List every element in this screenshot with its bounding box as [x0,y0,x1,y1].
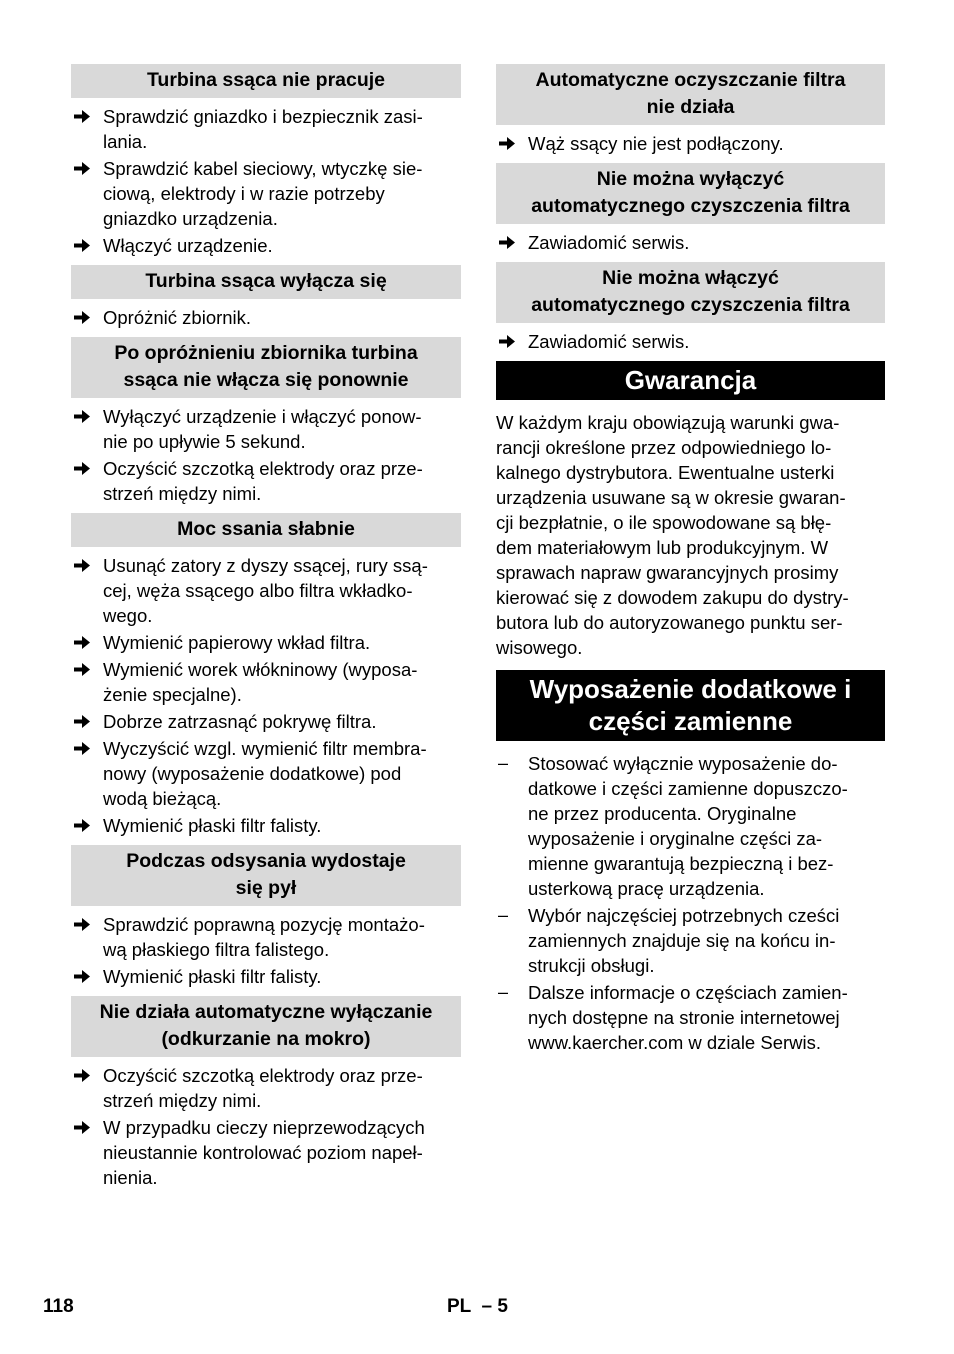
accessories-list [496,751,885,1055]
arrow-right-icon [73,630,93,655]
list-item-text: Wymienić płaski filtr falisty. [103,815,322,836]
list-item-text: Oczyścić szczotką elektrody oraz prze- strzeń między nimi. [103,458,423,504]
list-item [71,813,461,838]
right-column [496,64,885,1062]
list-item [71,104,461,154]
arrow-right-icon [73,156,93,181]
list-item-text: Sprawdzić poprawną pozycję montażo- wą płaskiego filtra falistego. [103,914,425,960]
list-item-text: Zawiadomić serwis. [528,232,690,253]
instruction-list [71,305,461,330]
instruction-list [71,912,461,989]
list-item [71,233,461,258]
list-item-text: Wybór najczęściej potrzebnych cześci zamiennych znajduje się na końcu in- strukcji obsługi. [528,905,840,976]
list-item-text: Wymienić papierowy wkład filtra. [103,632,371,653]
list-item [496,329,885,354]
list-item-text: Stosować wyłącznie wyposażenie do- datkowe i części zamienne dopuszczo- ne przez producenta. Oryginalne wyposażenie i oryginalne części za- mienne gwarantują bezpieczną i bez- usterkową pracę urządzenia. [528,753,848,899]
section-heading: Nie można wyłączyć automatycznego czyszczenia filtra [496,163,885,224]
list-item [496,131,885,156]
arrow-right-icon [73,305,93,330]
list-item [71,156,461,231]
arrow-right-icon [73,709,93,734]
list-item-text: Wyłączyć urządzenie i włączyć ponow- nie po upływie 5 sekund. [103,406,422,452]
dash-bullet: – [498,982,509,1002]
list-item-text: W przypadku cieczy nieprzewodzących nieustannie kontrolować poziom napeł- nienia. [103,1117,425,1188]
list-item [71,630,461,655]
warranty-text: W każdym kraju obowiązują warunki gwa- rancji określone przez odpowiedniego lo- kalnego dystrybutora. Ewentualne usterki urządzenia usuwane są w okresie gwaran- cji bezpłatnie, o ile spowodowane są błę- dem materiałowym lub produkcyjnym. W sprawach napraw gwarancyjnych prosimy kierować się z dowodem zakupu do dystry- butora lub do autoryzowanego punktu ser- wisowego. [496,412,849,658]
list-item-text: Dobrze zatrzasnąć pokrywę filtra. [103,711,377,732]
list-item-text: Opróżnić zbiornik. [103,307,252,328]
arrow-right-icon [73,456,93,481]
section-heading: Po opróżnieniu zbiornika turbina ssąca nie włącza się ponownie [71,337,461,398]
list-item-text: Dalsze informacje o częściach zamien- nych dostępne na stronie internetowej www.kaercher.com w dziale Serwis. [528,982,848,1053]
list-item-text: Wymienić worek włókninowy (wyposa- żenie specjalne). [103,659,418,705]
list-item [496,751,885,901]
list-item-text: Usunąć zatory z dyszy ssącej, rury ssą- cej, węża ssącego albo filtra wkładko- wego. [103,555,428,626]
list-item-text: Wyczyścić wzgl. wymienić filtr membra- nowy (wyposażenie dodatkowe) pod wodą bieżącą. [103,738,427,809]
page-number: 118 [43,1296,74,1317]
list-item [71,1115,461,1190]
arrow-right-icon [73,964,93,989]
list-item [71,964,461,989]
instruction-list [496,230,885,255]
list-item [71,709,461,734]
arrow-right-icon [73,233,93,258]
arrow-right-icon [73,736,93,761]
list-item-text: Sprawdzić kabel sieciowy, wtyczkę sie- ciową, elektrody i w razie potrzeby gniazdko urządzenia. [103,158,423,229]
dash-bullet: – [498,905,509,925]
section-heading: Turbina ssąca wyłącza się [71,265,461,299]
left-column [71,64,461,1197]
arrow-right-icon [498,131,518,156]
list-item [71,553,461,628]
section-heading: Nie działa automatyczne wyłączanie (odkurzanie na mokro) [71,996,461,1057]
list-item [71,404,461,454]
list-item [496,980,885,1055]
arrow-right-icon [73,912,93,937]
list-item-text: Włączyć urządzenie. [103,235,273,256]
list-item-text: Wąż ssący nie jest podłączony. [528,133,784,154]
list-item-text: Oczyścić szczotką elektrody oraz prze- strzeń między nimi. [103,1065,423,1111]
list-item [71,456,461,506]
arrow-right-icon [73,104,93,129]
warranty-heading: Gwarancja [496,361,885,400]
accessories-heading: Wyposażenie dodatkowe i części zamienne [496,670,885,741]
instruction-list [71,553,461,838]
instruction-list [71,104,461,258]
section-heading: Moc ssania słabnie [71,513,461,547]
list-item [71,657,461,707]
list-item-text: Wymienić płaski filtr falisty. [103,966,322,987]
dash-bullet: – [498,753,509,773]
list-item [496,230,885,255]
section-heading: Nie można włączyć automatycznego czyszczenia filtra [496,262,885,323]
list-item [71,736,461,811]
list-item [71,1063,461,1113]
arrow-right-icon [73,553,93,578]
arrow-right-icon [73,657,93,682]
section-heading: Automatyczne oczyszczanie filtra nie działa [496,64,885,125]
section-marker: PL – 5 [447,1296,508,1317]
instruction-list [496,329,885,354]
instruction-list [71,1063,461,1190]
list-item [71,305,461,330]
list-item-text: Sprawdzić gniazdko i bezpiecznik zasi- lania. [103,106,423,152]
arrow-right-icon [73,404,93,429]
arrow-right-icon [73,1063,93,1088]
instruction-list [71,404,461,506]
list-item [71,912,461,962]
arrow-right-icon [73,813,93,838]
instruction-list [496,131,885,156]
arrow-right-icon [498,329,518,354]
section-heading: Podczas odsysania wydostaje się pył [71,845,461,906]
arrow-right-icon [498,230,518,255]
arrow-right-icon [73,1115,93,1140]
section-heading: Turbina ssąca nie pracuje [71,64,461,98]
list-item-text: Zawiadomić serwis. [528,331,690,352]
list-item [496,903,885,978]
